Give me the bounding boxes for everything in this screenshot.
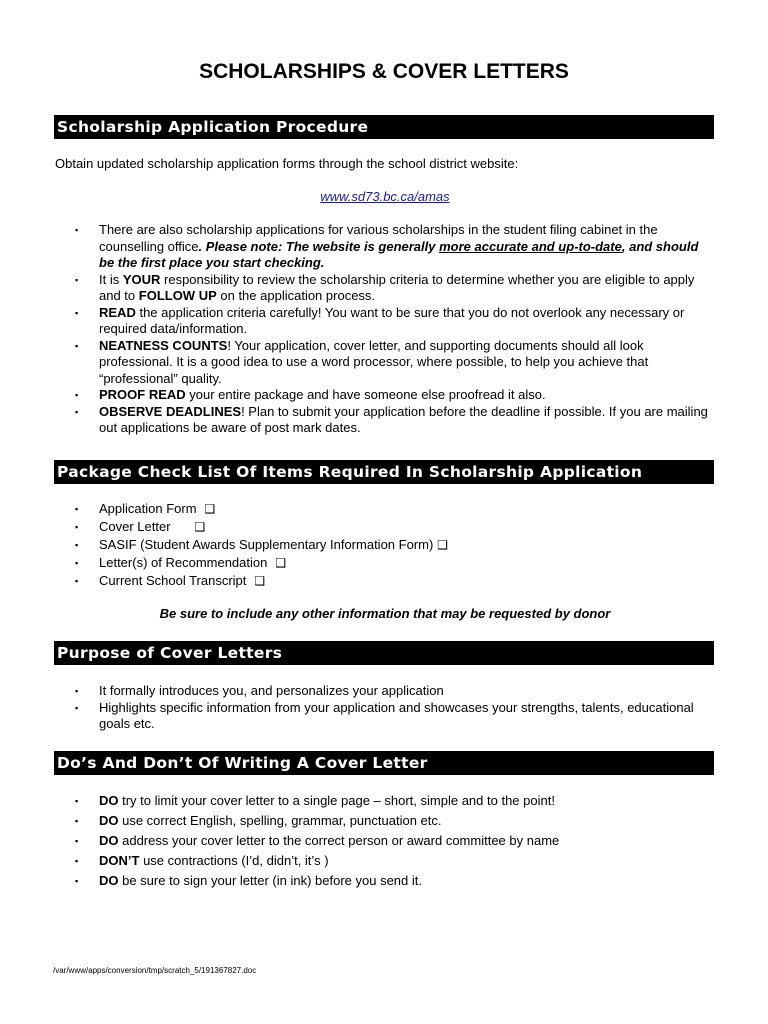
list-item [55,404,715,437]
checklist-item [55,555,715,572]
checklist-item-label: Current School Transcript [99,573,247,588]
bullet-icon: ▪ [75,540,79,550]
bullet-bold: DO [99,813,119,828]
bullet-text: on the application process. [216,288,376,303]
bullet-emphasis: , and should be the first place you start checking. [99,238,699,270]
checklist-list [55,501,715,590]
section-header-dos-and-donts: Do’s And Don’t Of Writing A Cover Letter [54,751,714,775]
bullet-text: use correct English, spelling, grammar, punctuation etc. [118,813,442,828]
bullet-icon: ▪ [75,836,79,846]
bullet-text: ! Plan to submit your application before the deadline if possible. If you are mailing out applications be aware of post mark dates. [99,403,708,435]
bullet-text: It is [99,271,123,287]
bullet-icon: ▪ [75,576,79,586]
list-item [55,833,715,850]
checkbox-icon[interactable]: ❑ [254,574,266,588]
bullet-text: use contractions (I’d, didn’t, it’s ) [139,853,329,868]
checklist-item-label: Letter(s) of Recommendation [99,555,268,570]
bullet-text: be sure to sign your letter (in ink) before you send it. [118,873,422,888]
purpose-bullet-list [55,683,715,733]
section-header-package-checklist: Package Check List Of Items Required In Scholarship Application [54,460,714,484]
bullet-bold: DO [99,793,119,808]
page-title: SCHOLARSHIPS & COVER LETTERS [199,60,569,83]
bullet-icon: ▪ [75,504,79,514]
checkbox-icon[interactable]: ❑ [204,502,216,516]
application-intro-text: Obtain updated scholarship application forms through the school district website: [55,156,519,171]
school-district-website-link[interactable]: www.sd73.bc.ca/amas [320,189,450,204]
bullet-icon: ▪ [75,856,79,866]
list-item [55,793,715,810]
checklist-note: Be sure to include any other information that may be requested by donor [159,606,611,621]
checklist-item [55,573,715,590]
bullet-icon: ▪ [75,274,79,285]
bullet-bold: DO [99,833,119,848]
bullet-icon: ▪ [75,816,79,826]
list-item [55,683,715,700]
bullet-bold: DON’T [99,853,140,868]
checkbox-icon[interactable]: ❑ [437,538,449,552]
bullet-icon: ▪ [75,225,79,235]
bullet-text: try to limit your cover letter to a single page – short, simple and to the point! [118,793,555,808]
bullet-text: Highlights specific information from your application and showcases your strengths, talents, educational goals etc. [99,699,694,731]
list-item [55,873,715,890]
bullet-icon: ▪ [75,390,79,400]
bullet-bold: FOLLOW UP [138,288,217,303]
bullet-icon: ▪ [75,406,79,417]
bullet-icon: ▪ [75,702,79,713]
checklist-item-label: SASIF (Student Awards Supplementary Information Form) [99,537,434,552]
checklist-item [55,537,715,554]
bullet-icon: ▪ [75,522,79,532]
list-item [55,305,715,338]
website-link-row [55,189,715,206]
list-item [55,853,715,870]
list-item [55,387,715,404]
file-path-footer: /var/www/apps/conversion/tmp/scratch_5/191367827.doc [53,966,257,975]
checkbox-icon[interactable]: ❑ [194,520,206,534]
bullet-text: responsibility to review the scholarship criteria to determine whether you are eligible to apply and to [99,271,695,303]
bullet-emphasis-underlined: more accurate and up-to-date [439,238,622,254]
bullet-text: your entire package and have someone else proofread it also. [185,387,546,402]
bullet-bold: PROOF READ [99,387,186,402]
bullet-bold: READ [99,304,136,320]
bullet-icon: ▪ [75,876,79,886]
list-item [55,272,715,305]
bullet-bold: OBSERVE DEADLINES [99,403,242,419]
bullet-bold: DO [99,873,119,888]
bullet-bold: NEATNESS COUNTS [99,337,228,353]
dos-bullet-list [55,793,715,890]
list-item [55,700,715,733]
bullet-icon: ▪ [75,558,79,568]
bullet-text: There are also scholarship applications for various scholarships in the student filing cabinet in the counselling office [99,222,658,254]
checklist-item-label: Cover Letter [99,519,171,534]
checkbox-icon[interactable]: ❑ [275,556,287,570]
bullet-icon: ▪ [75,340,79,351]
bullet-text: the application criteria carefully! You want to be sure that you do not overlook any necessary or required data/information. [99,304,685,336]
checklist-item [55,501,715,518]
bullet-text: ! Your application, cover letter, and supporting documents should all look professional. It is a good idea to use a word processor, where possible, to help you achieve that “professional” quality. [99,337,649,386]
list-item [55,222,715,272]
section-header-purpose-cover-letters: Purpose of Cover Letters [54,641,714,665]
list-item [55,338,715,388]
bullet-icon: ▪ [75,307,79,318]
bullet-icon: ▪ [75,686,79,696]
application-bullet-list [55,222,715,437]
checklist-item-label: Application Form [99,501,197,516]
section-header-application-procedure: Scholarship Application Procedure [54,115,714,139]
bullet-text: address your cover letter to the correct person or award committee by name [118,833,560,848]
list-item [55,813,715,830]
bullet-icon: ▪ [75,796,79,806]
checklist-item [55,519,715,536]
bullet-bold: YOUR [122,271,161,287]
bullet-emphasis: . Please note: The website is generally [198,238,440,254]
bullet-text: It formally introduces you, and personalizes your application [99,683,444,698]
